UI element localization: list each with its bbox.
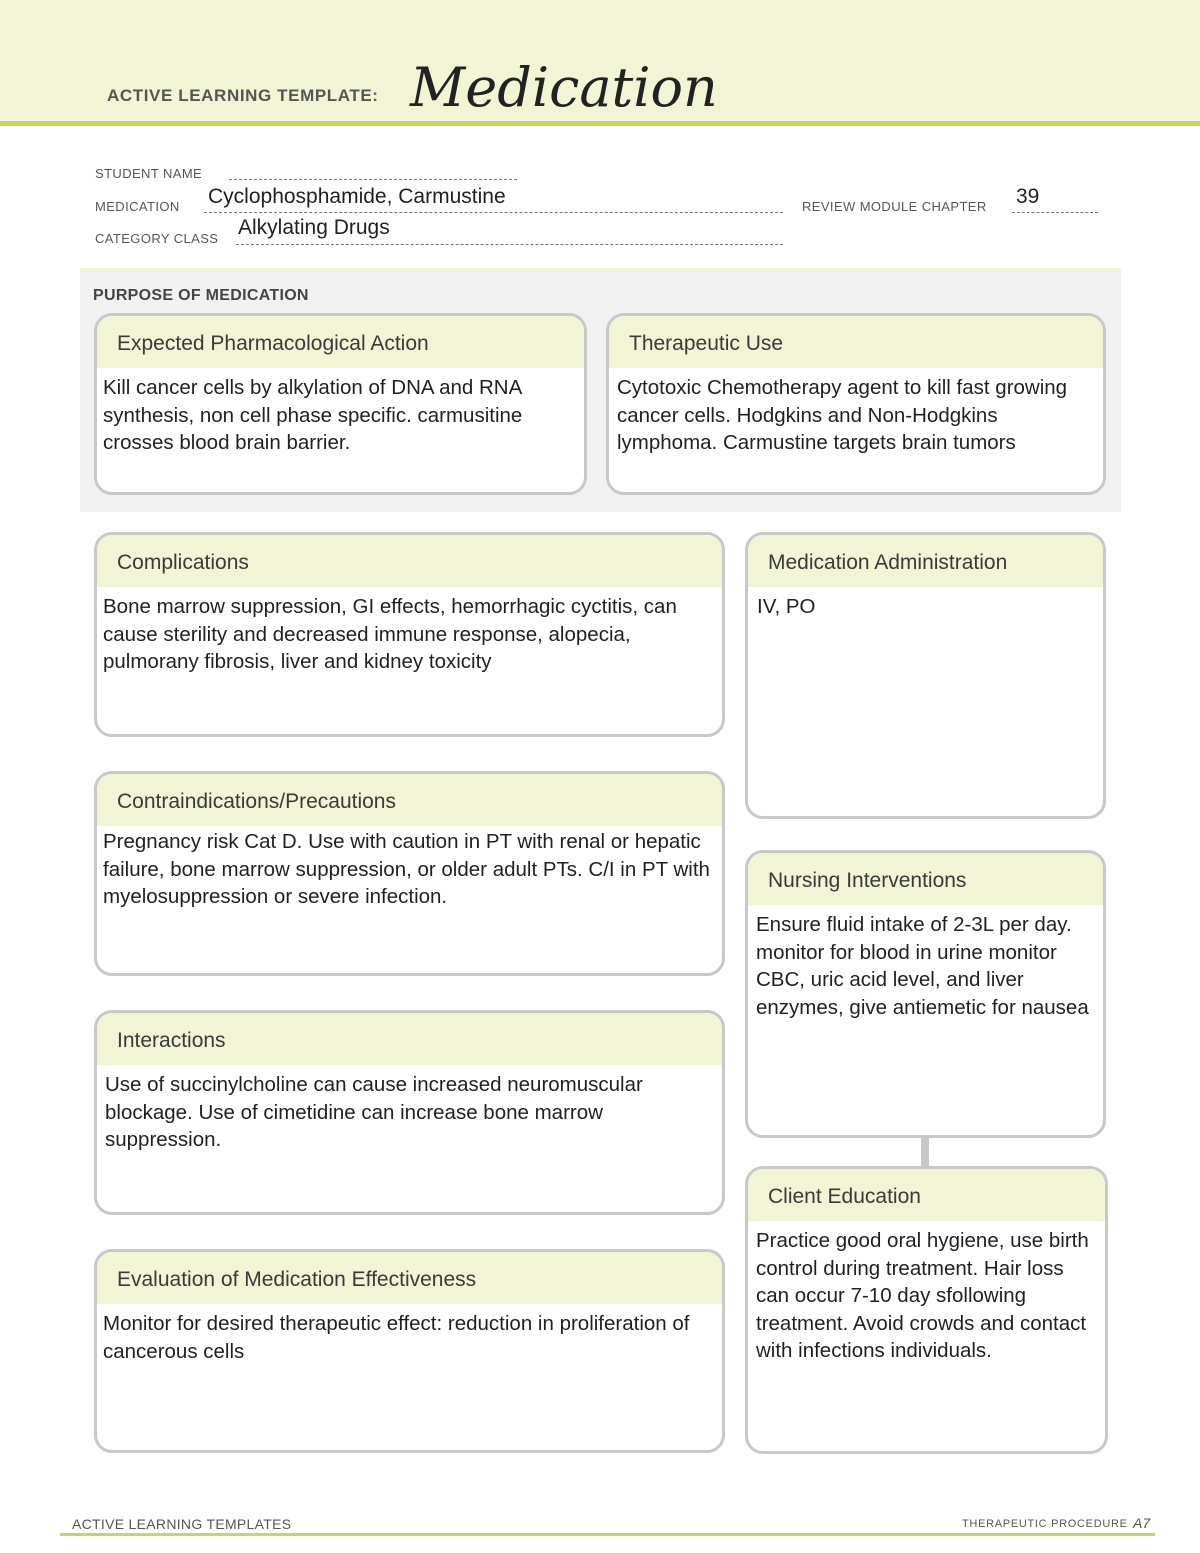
complications-box[interactable] [94,532,725,737]
administration-heading: Medication Administration [748,535,1103,587]
complications-text: Bone marrow suppression, GI effects, hemorrhagic cyctitis, can cause sterility and decreased immune response, alopecia, pulmorany fibrosis, liver and kidney toxicity [103,595,677,674]
interactions-text: Use of succinylcholine can cause increased neuromuscular blockage. Use of cimetidine can increase bone marrow suppression. [105,1073,643,1152]
category-class-label: CATEGORY CLASS [95,231,219,246]
page-number: A7 [1133,1515,1151,1531]
nursing-box[interactable] [745,850,1106,1138]
evaluation-box[interactable] [94,1249,725,1453]
contraindications-box[interactable] [94,771,725,976]
expected-action-box[interactable] [94,313,587,495]
therapeutic-use-heading: Therapeutic Use [609,316,1103,368]
header-rule [0,121,1200,126]
medication-field-line [204,211,783,213]
complications-heading: Complications [97,535,722,587]
evaluation-text: Monitor for desired therapeutic effect: reduction in proliferation of cancerous cells [103,1312,690,1363]
nursing-heading: Nursing Interventions [748,853,1103,905]
template-label: ACTIVE LEARNING TEMPLATE: [107,86,379,105]
medication-field[interactable]: Cyclophosphamide, Carmustine [208,185,506,208]
therapeutic-use-text: Cytotoxic Chemotherapy agent to kill fast growing cancer cells. Hodgkins and Non-Hodgkins lymphoma. Carmustine targets brain tumors [617,376,1068,455]
category-class-field-line [236,243,783,245]
review-module-field[interactable]: 39 [1016,185,1040,208]
administration-box[interactable] [745,532,1106,819]
client-education-box[interactable] [745,1166,1108,1454]
interactions-box[interactable] [94,1010,725,1215]
contraindications-text: Pregnancy risk Cat D. Use with caution in PT with renal or hepatic failure, bone marrow suppression, or older adult PTs. C/I in PT with myelosuppression or severe infection. [103,830,710,909]
evaluation-heading: Evaluation of Medication Effectiveness [97,1252,722,1304]
review-module-field-line [1012,211,1098,213]
client-education-heading: Client Education [748,1169,1105,1221]
expected-action-heading: Expected Pharmacological Action [97,316,584,368]
medication-label: MEDICATION [95,199,180,214]
interactions-heading: Interactions [97,1013,722,1065]
client-education-text: Practice good oral hygiene, use birth control during treatment. Hair loss can occur 7-10 day sfollowing treatment. Avoid crowds and contact with infections individuals. [756,1229,1089,1363]
contraindications-heading: Contraindications/Precautions [97,774,722,826]
box-connector [921,1136,929,1166]
footer-left-label: ACTIVE LEARNING TEMPLATES [72,1516,292,1532]
purpose-title: PURPOSE OF MEDICATION [93,287,309,304]
student-name-field[interactable] [229,178,517,180]
footer-right-label: THERAPEUTIC PROCEDURE [962,1518,1128,1530]
student-name-label: STUDENT NAME [95,166,203,181]
footer-rule [60,1533,1155,1536]
review-module-label: REVIEW MODULE CHAPTER [802,199,987,214]
expected-action-text: Kill cancer cells by alkylation of DNA and RNA synthesis, non cell phase specific. carmusitine crosses blood brain barrier. [103,376,523,455]
category-class-field[interactable]: Alkylating Drugs [238,216,390,239]
nursing-text: Ensure fluid intake of 2-3L per day. monitor for blood in urine monitor CBC, uric acid level, and liver enzymes, give antiemetic for nausea [756,913,1089,1019]
administration-text: IV, PO [757,595,816,618]
therapeutic-use-box[interactable] [606,313,1106,495]
template-title: Medication [410,56,718,119]
